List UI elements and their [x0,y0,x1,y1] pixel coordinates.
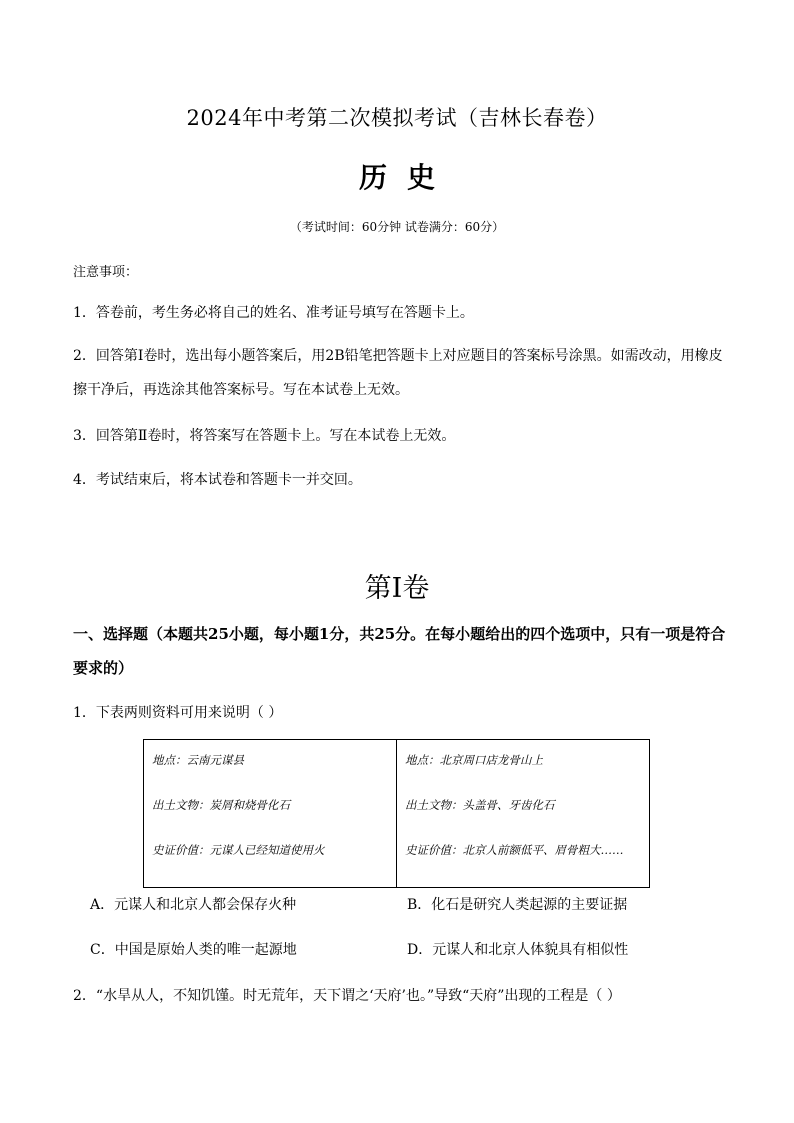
source-material-table [143,739,650,888]
notice-item-4: 4．考试结束后，将本试卷和答题卡一并交回。 [73,472,362,488]
table-cell-yuanmou [144,740,397,888]
table-line: 出土文物：炭屑和烧骨化石 [152,798,290,812]
section-instructions: 一、选择题（本题共25小题，每小题1分，共25分。在每小题给出的四个选项中，只有一项是符合要求的） [73,625,726,677]
question-2-stem: 2．“水旱从人，不知饥馑。时无荒年，天下谓之‘天府’也。”导致“天府”出现的工程是（ ） [73,988,621,1004]
exam-title: 2024年中考第二次模拟考试（吉林长春卷） [186,106,608,130]
table-line: 地点：云南元谋县 [152,753,244,767]
table-line: 史证价值：元谋人已经知道使用火 [152,843,325,857]
option-d: D．元谋人和北京人体貌具有相似性 [407,942,629,958]
table-line: 出土文物：头盖骨、牙齿化石 [405,798,555,812]
subject-title: 历史 [358,161,455,194]
option-c: C．中国是原始人类的唯一起源地 [90,942,297,958]
option-b: B．化石是研究人类起源的主要证据 [407,897,628,913]
notice-item-3: 3．回答第Ⅱ卷时，将答案写在答题卡上。写在本试卷上无效。 [73,428,456,444]
exam-time-info: （考试时间：60分钟 试卷满分：60分） [289,220,505,234]
notice-heading: 注意事项： [73,265,139,280]
question-1-stem: 1．下表两则资料可用来说明（ ） [73,705,283,721]
option-a: A．元谋人和北京人都会保存火种 [90,897,297,913]
table-line: 史证价值：北京人前额低平、眉骨粗大…… [405,843,624,857]
notice-item-2: 2．回答第Ⅰ卷时，选出每小题答案后，用2B铅笔把答题卡上对应题目的答案标号涂黑。如需改动，用橡皮擦干净后，再选涂其他答案标号。写在本试卷上无效。 [73,348,723,398]
section-title: 第Ⅰ卷 [364,573,430,604]
notice-item-1: 1．答卷前，考生务必将自己的姓名、准考证号填写在答题卡上。 [73,305,474,321]
table-cell-beijing [397,740,650,888]
table-line: 地点：北京周口店龙骨山上 [405,753,543,767]
